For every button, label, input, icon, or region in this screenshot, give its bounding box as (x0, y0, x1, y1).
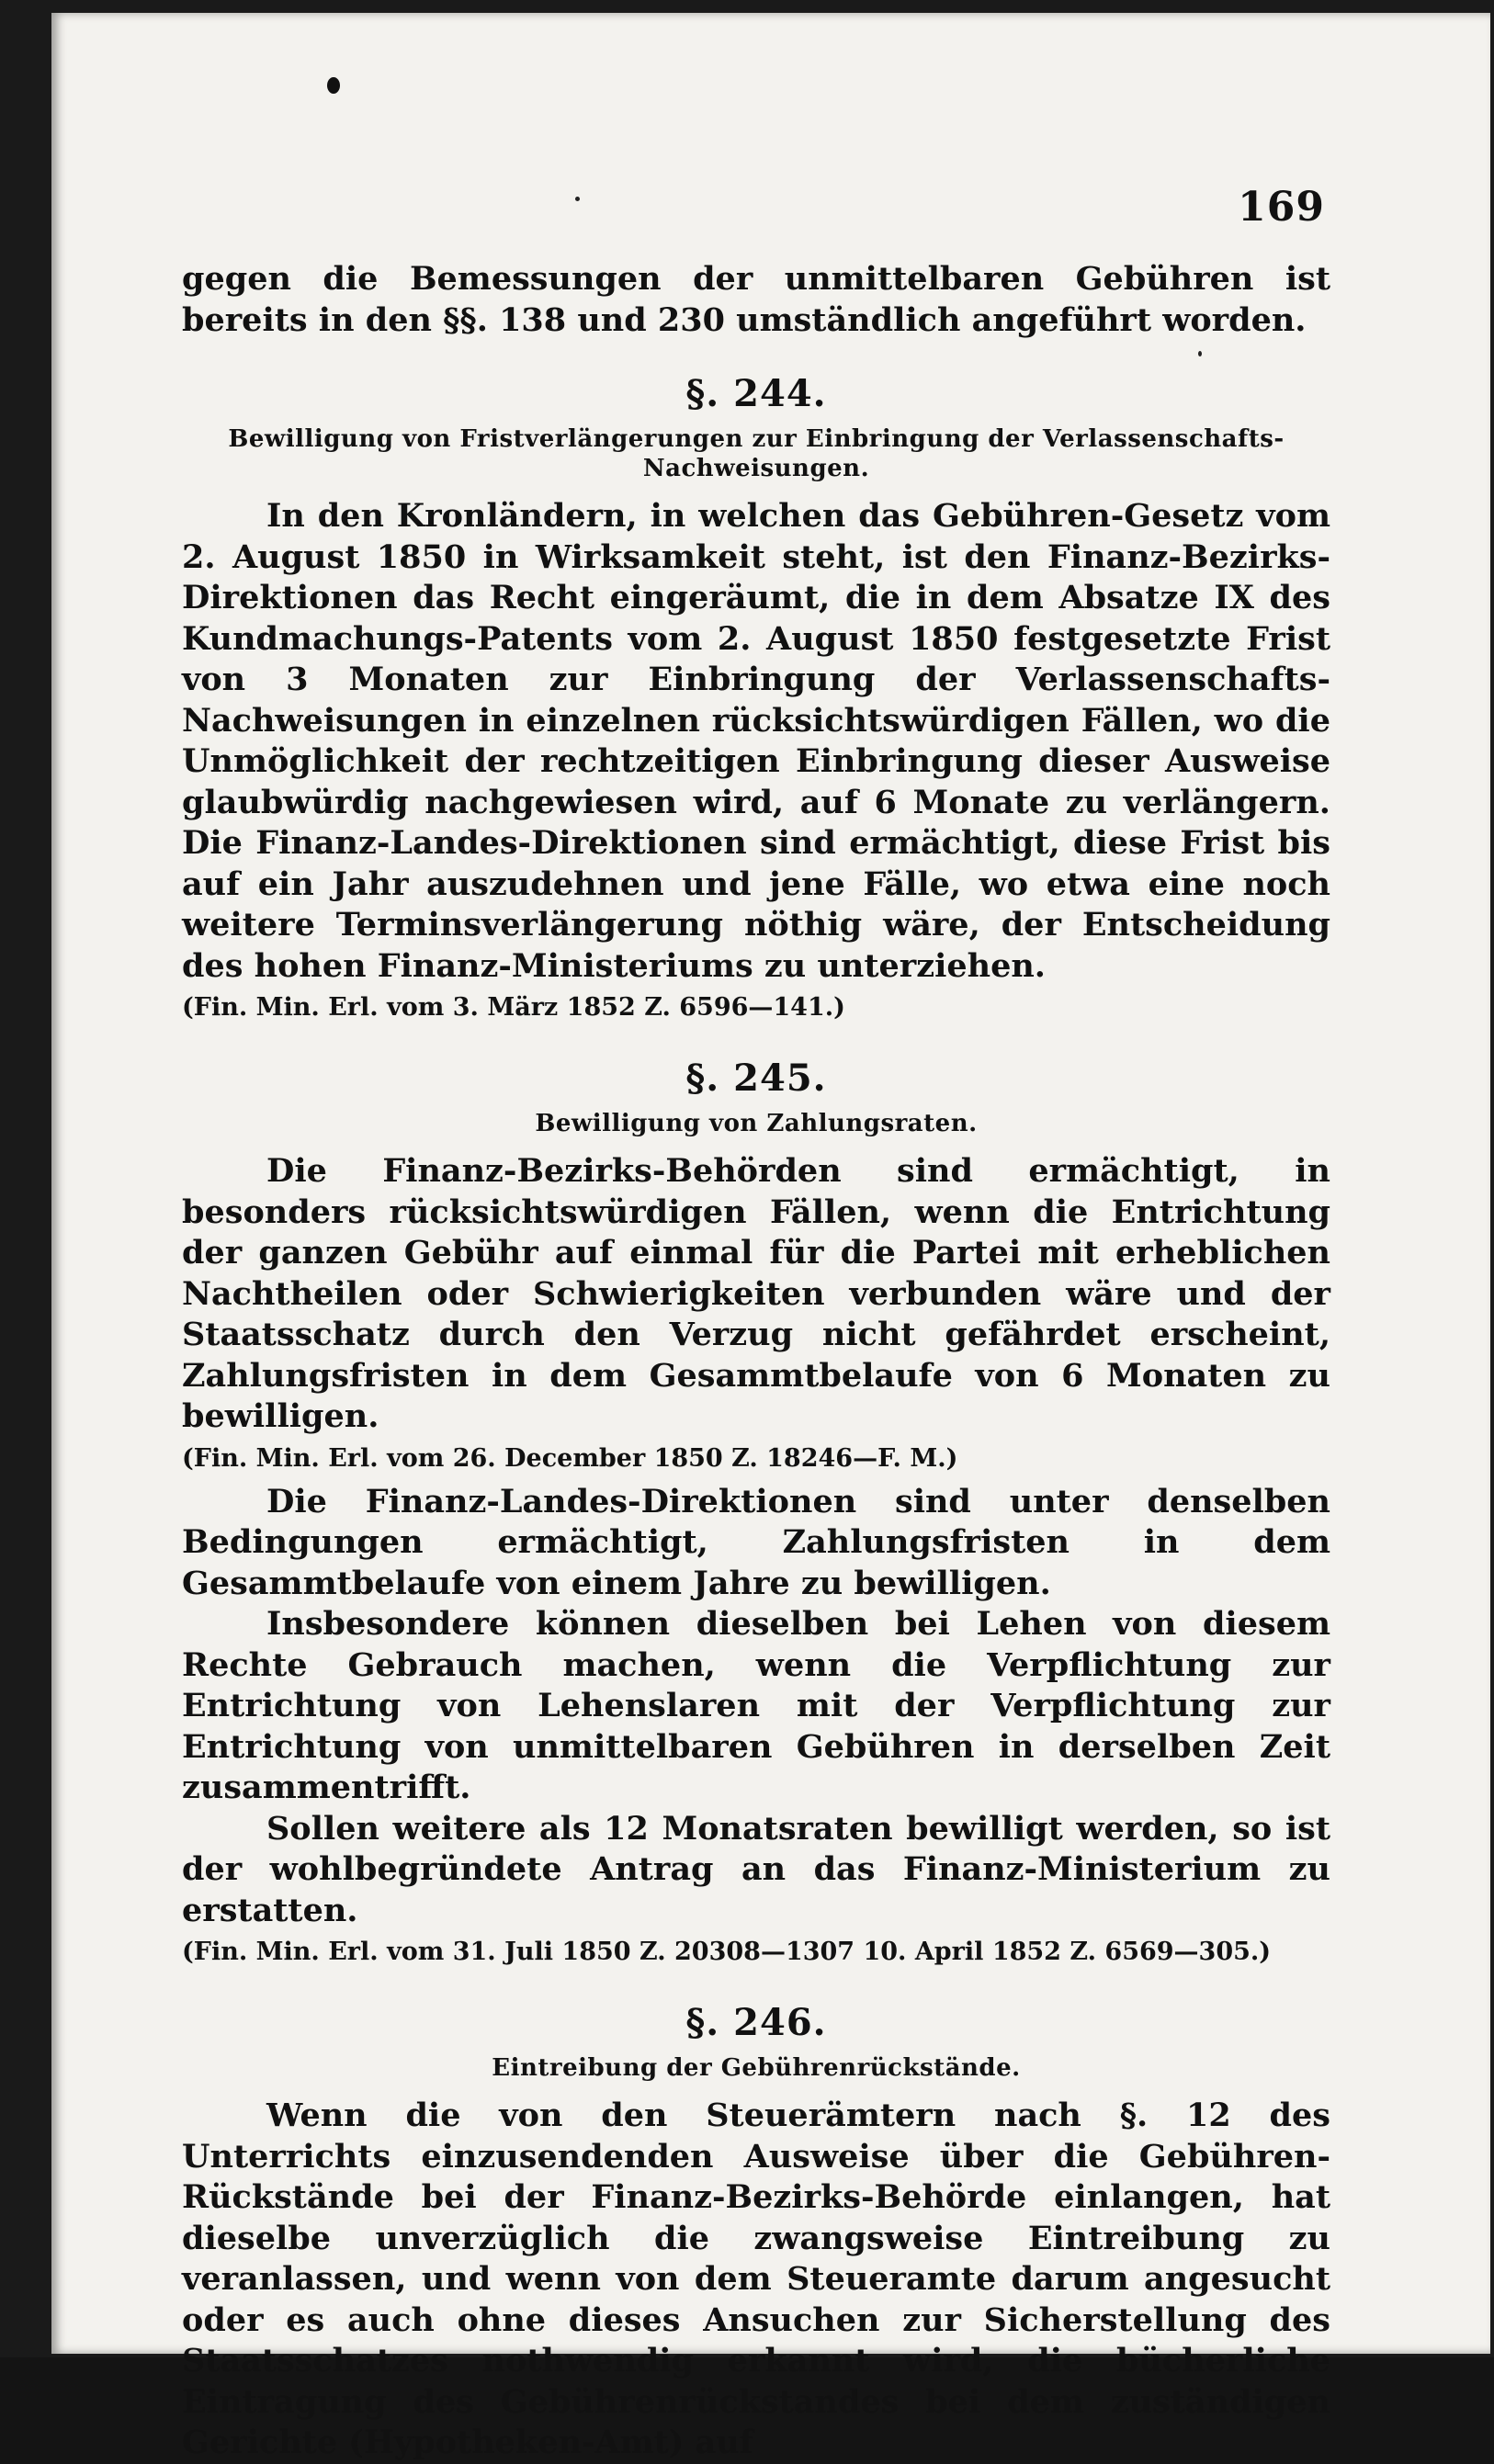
section-245-paragraph-3: Insbesondere können dieselben bei Lehen von diesem Rechte Gebrauch machen, wenn die Verpflichtung zur Entrichtung von Lehenslaren mit der Verpflichtung zur Entrichtung von unmittelbaren Gebühren in derselben Zeit zusammentrifft. (182, 1605, 1330, 1806)
section-244-paragraph: In den Kronländern, in welchen das Gebühren-Gesetz vom 2. August 1850 in Wirksamkeit steht, ist den Finanz-Bezirks-Direktionen das Recht eingeräumt, die in dem Absatze IX des Kundmachungs-Patents vom 2. August 1850 festgesetzte Frist von 3 Monaten zur Einbringung der Verlassenschafts-Nachweisungen in einzelnen rücksichtswürdigen Fällen, wo die Unmöglichkeit der rechtzeitigen Einbringung dieser Ausweise glaubwürdig nachgewiesen wird, auf 6 Monate zu verlängern. Die Finanz-Landes-Direktionen sind ermächtigt, diese Frist bis auf ein Jahr auszudehnen und jene Fälle, wo etwa eine noch weitere Terminsverlängerung nöthig wäre, der Entscheidung des hohen Finanz-Ministeriums zu unterziehen. (182, 497, 1330, 985)
ink-dot-mark (327, 77, 340, 94)
section-subheading-244: Bewilligung von Fristverlängerungen zur Einbringung der Verlassenschafts-Nachweisungen. (228, 425, 1285, 482)
ink-speck (575, 197, 580, 201)
section-244-reference: (Fin. Min. Erl. vom 3. März 1852 Z. 6596—141.) (182, 993, 845, 1022)
section-subheading-245: Bewilligung von Zahlungsraten. (535, 1110, 978, 1137)
section-heading-245: §. 245. (685, 1057, 827, 1100)
book-page (51, 13, 1490, 2461)
section-heading-246: §. 246. (685, 2001, 827, 2044)
section-245-paragraph-2: Die Finanz-Landes-Direktionen sind unter denselben Bedingungen ermächtigt, Zahlungsfristen in dem Gesammtbelaufe von einem Jahre zu bewilligen. (182, 1482, 1330, 1602)
section-heading-244: §. 244. (685, 372, 827, 415)
section-subheading-246: Eintreibung der Gebührenrückstände. (492, 2054, 1021, 2082)
section-245-reference-1: (Fin. Min. Erl. vom 26. December 1850 Z. 18246—F. M.) (182, 1443, 958, 1473)
intro-paragraph: gegen die Bemessungen der unmittelbaren Gebühren ist bereits in den §§. 138 und 230 umständlich angeführt worden. (182, 260, 1330, 339)
page-content (182, 259, 1330, 2464)
page-number: 169 (1238, 184, 1325, 231)
section-245-reference-2: (Fin. Min. Erl. vom 31. Juli 1850 Z. 20308—1307 10. April 1852 Z. 6569—305.) (182, 1938, 1272, 1966)
section-246-paragraph: Wenn die von den Steuerämtern nach §. 12 des Unterrichts einzusendenden Ausweise über die Gebühren-Rückstände bei der Finanz-Bezirks-Behörde einlangen, hat dieselbe unverzüglich die zwangsweise Eintreibung zu veranlassen, und wenn von dem Steueramte darum angesucht oder es auch ohne dieses Ansuchen zur Sicherstellung des Staatsschatzes nothwendig erkannt wird, die bücherliche Eintragung des Gebührenrückstandes bei dem zuständigen Gerichte (Hypotheken-Amt) auf (182, 2097, 1330, 2461)
section-245-paragraph-1: Die Finanz-Bezirks-Behörden sind ermächtigt, in besonders rücksichtswürdigen Fällen, wenn die Entrichtung der ganzen Gebühr auf einmal für die Partei mit erheblichen Nachtheilen oder Schwierigkeiten verbunden wäre und der Staatsschatz durch den Verzug nicht gefährdet erscheint, Zahlungsfristen in dem Gesammtbelaufe von 6 Monaten zu bewilligen. (182, 1152, 1330, 1435)
section-245-paragraph-4: Sollen weitere als 12 Monatsraten bewilligt werden, so ist der wohlbegründete Antrag an das Finanz-Ministerium zu erstatten. (182, 1809, 1330, 1929)
